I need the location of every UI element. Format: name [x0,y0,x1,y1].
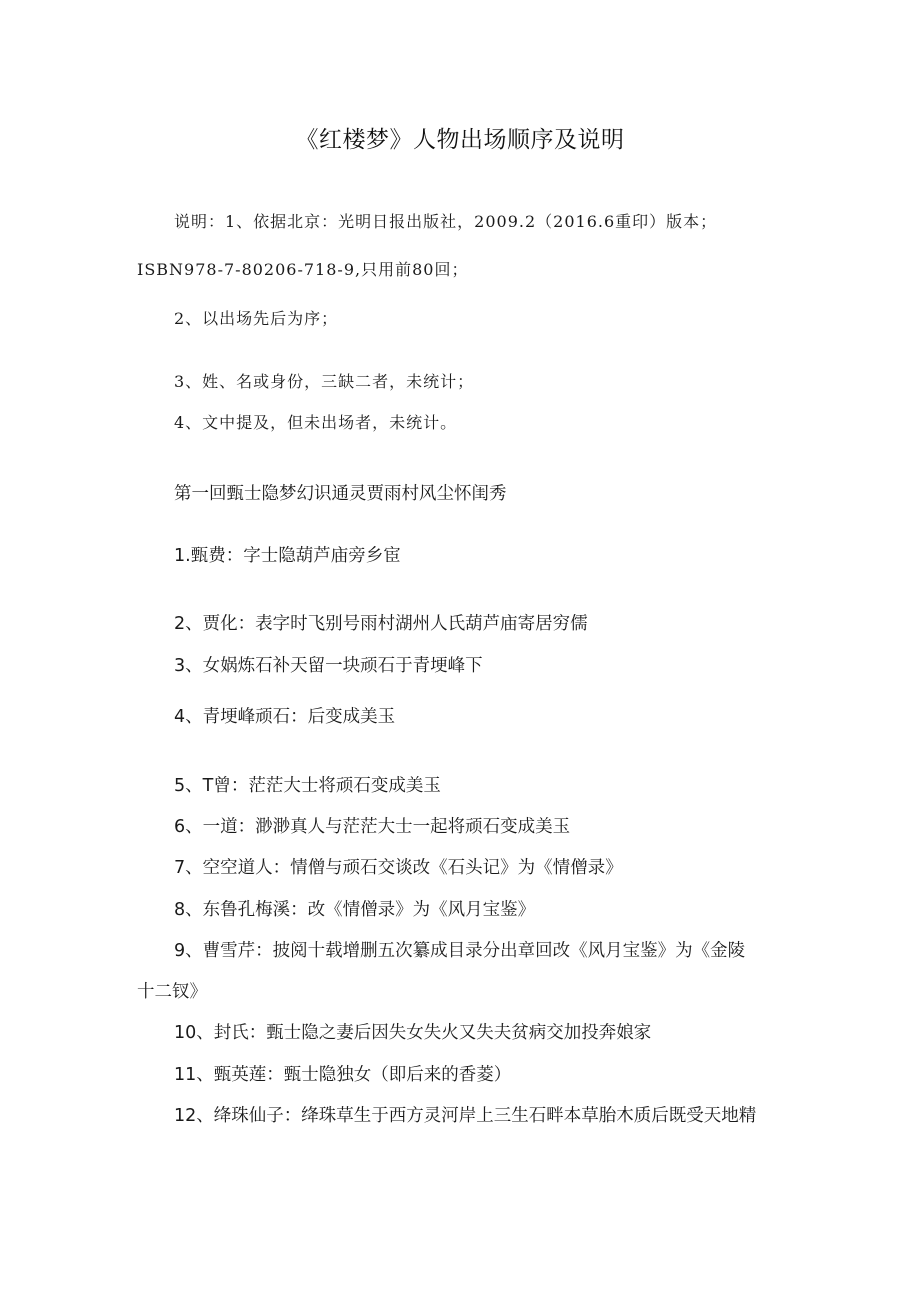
note-line-3: 3、姓、名或身份，三缺二者，未统计； [174,372,475,391]
list-item: 11、甄英莲：甄士隐独女（即后来的香菱） [174,1065,512,1085]
list-item: 2、贾化：表字时飞别号雨村湖州人氏葫芦庙寄居穷儒 [174,614,588,634]
list-item: 10、封氏：甄士隐之妻后因失女失火又失夫贫病交加投奔娘家 [174,1023,652,1043]
list-item: 6、一道：渺渺真人与茫茫大士一起将顽石变成美玉 [174,817,571,837]
list-item: 1.甄费：字士隐葫芦庙旁乡宦 [174,546,401,566]
list-item-continuation: 十二钗》 [137,982,207,1002]
list-item: 12、绛珠仙子：绛珠草生于西方灵河岸上三生石畔本草胎木质后既受天地精 [174,1106,757,1126]
list-item: 3、女娲炼石补天留一块顽石于青埂峰下 [174,656,483,676]
list-item: 9、曹雪芹：披阅十载增删五次纂成目录分出章回改《风月宝鉴》为《金陵 [174,941,746,961]
note-line-2: 2、以出场先后为序； [174,309,339,328]
note-line-4: 4、文中提及，但未出场者，未统计。 [174,413,458,432]
list-item: 8、东鲁孔梅溪：改《情僧录》为《风月宝鉴》 [174,900,536,920]
list-item: 4、青埂峰顽石：后变成美玉 [174,707,396,727]
chapter-heading: 第一回甄士隐梦幻识通灵贾雨村风尘怀闺秀 [174,484,507,504]
note-line-1: 说明：1、依据北京：光明日报出版社，2009.2（2016.6重印）版本； [174,212,718,231]
list-item: 7、空空道人：情僧与顽石交谈改《石头记》为《情僧录》 [174,858,623,878]
list-item: 5、T曾：茫茫大士将顽石变成美玉 [174,776,441,796]
page-title: 《红楼梦》人物出场顺序及说明 [295,127,625,153]
note-line-isbn: ISBN978-7-80206-718-9,只用前80回； [137,260,469,279]
